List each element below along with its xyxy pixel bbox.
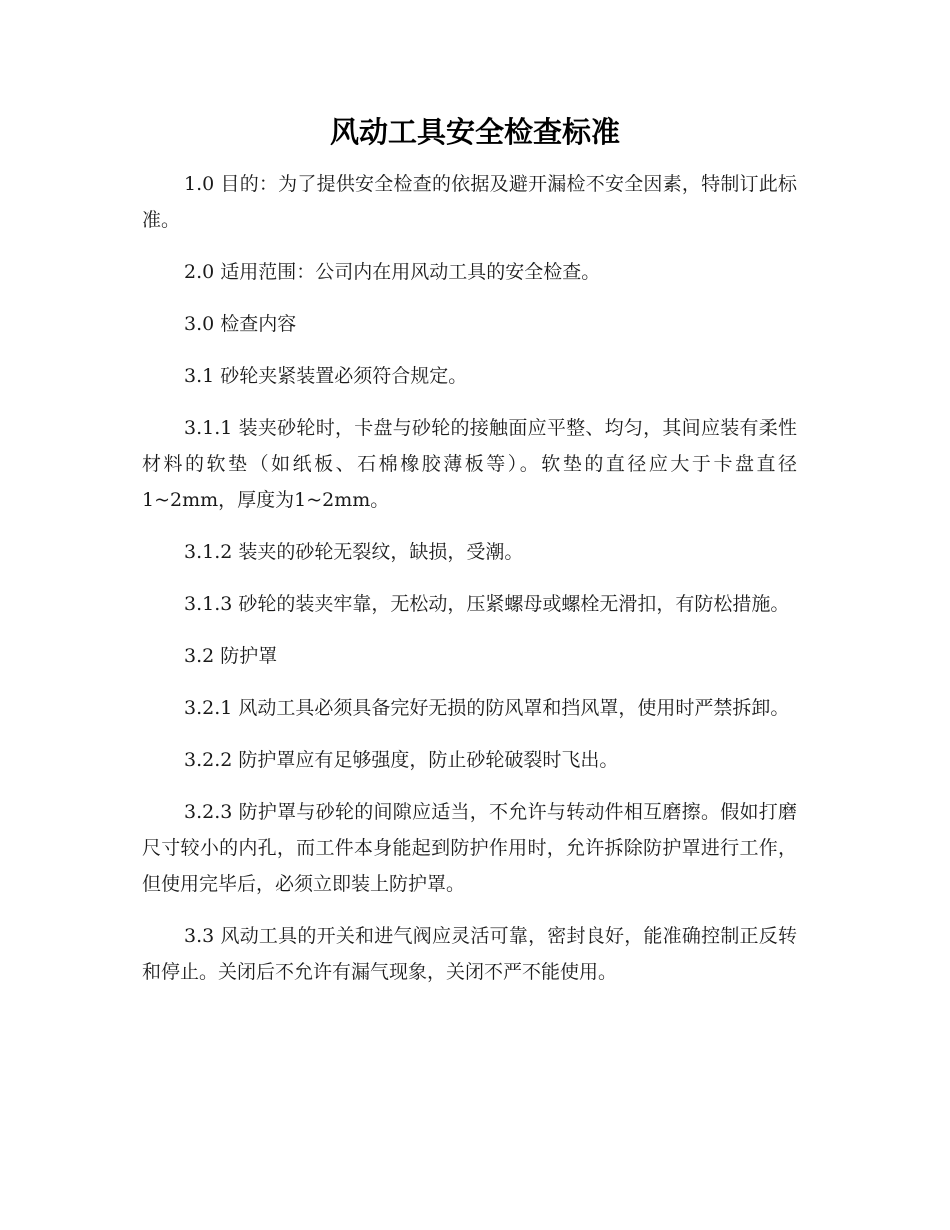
paragraph-guard-strength: 3.2.2 防护罩应有足够强度，防止砂轮破裂时飞出。 xyxy=(184,749,619,771)
paragraph-guard-clearance: 3.2.3 防护罩与砂轮的间隙应适当，不允许与转动件相互磨擦。假如打磨尺寸较小的内孔，而工件本身能起到防护作用时，允许拆除防护罩进行工作，但使用完毕后，必须立即装上防护罩。 xyxy=(142,801,797,895)
paragraph-wheel-clamping: 3.1 砂轮夹紧装置必须符合规定。 xyxy=(184,365,468,387)
paragraph-inspection-content: 3.0 检查内容 xyxy=(184,313,297,335)
paragraph-purpose: 1.0 目的：为了提供安全检查的依据及避开漏检不安全因素，特制订此标准。 xyxy=(142,173,797,231)
paragraph-wheel-fastening: 3.1.3 砂轮的装夹牢靠，无松动，压紧螺母或螺栓无滑扣，有防松措施。 xyxy=(184,593,790,615)
paragraph-wheel-condition: 3.1.2 装夹的砂轮无裂纹，缺损，受潮。 xyxy=(184,541,524,563)
paragraph-scope: 2.0 适用范围：公司内在用风动工具的安全检查。 xyxy=(184,261,601,283)
document-title: 风动工具安全检查标准 xyxy=(329,115,620,149)
paragraph-wheel-mounting: 3.1.1 装夹砂轮时，卡盘与砂轮的接触面应平整、均匀，其间应装有柔性材料的软垫（如纸板、石棉橡胶薄板等）。软垫的直径应大于卡盘直径1~2mm，厚度为1~2mm。 xyxy=(142,417,797,511)
paragraph-guard-heading: 3.2 防护罩 xyxy=(184,645,278,667)
paragraph-guard-required: 3.2.1 风动工具必须具备完好无损的防风罩和挡风罩，使用时严禁拆卸。 xyxy=(184,697,790,719)
paragraph-switch-valve: 3.3 风动工具的开关和进气阀应灵活可靠，密封良好，能准确控制正反转和停止。关闭后不允许有漏气现象，关闭不严不能使用。 xyxy=(142,925,797,983)
document-body xyxy=(142,166,797,1006)
